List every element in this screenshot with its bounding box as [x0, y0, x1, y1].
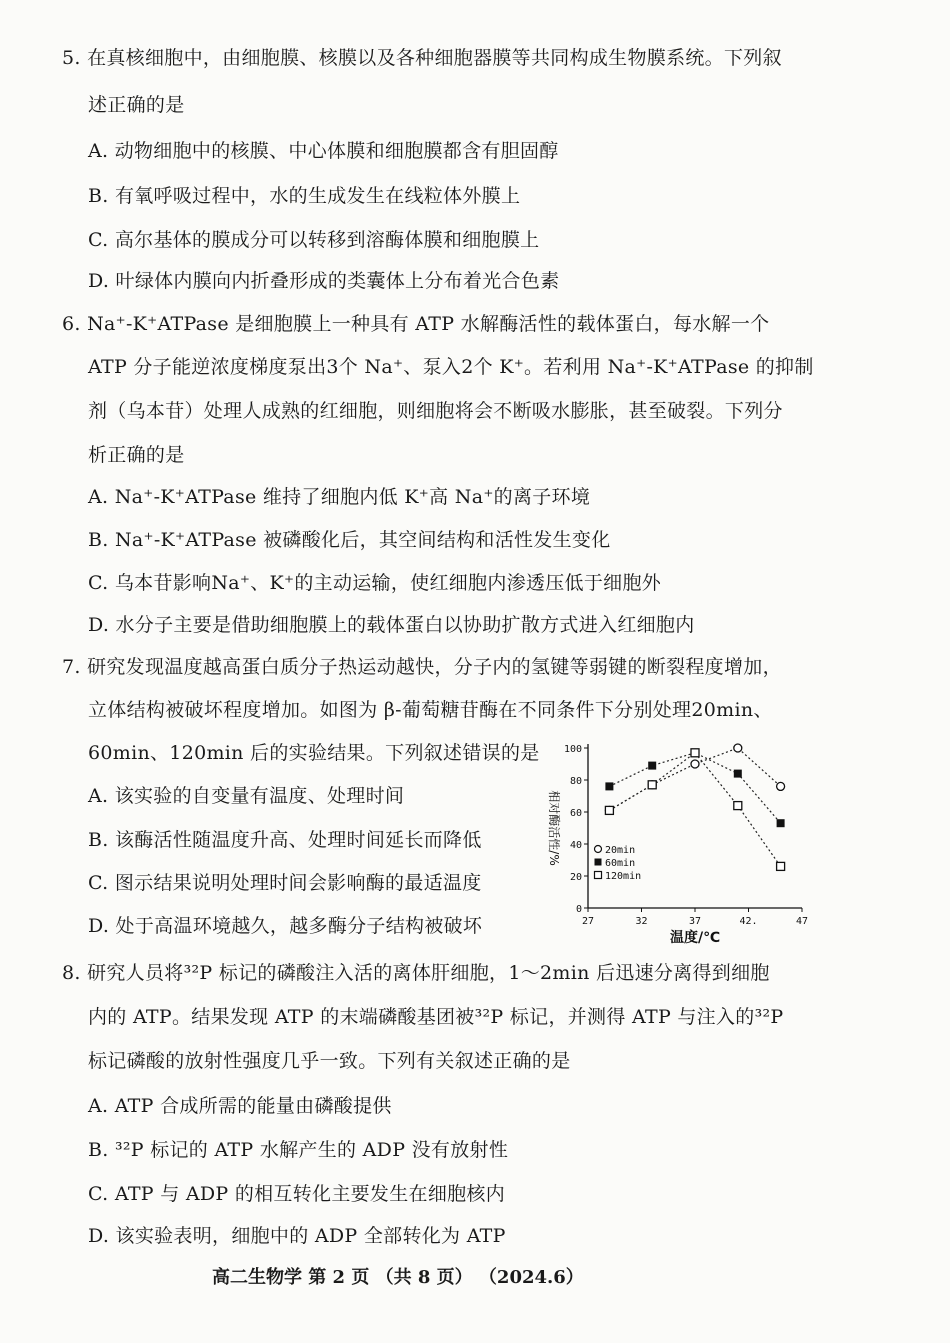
legend-label: 60min — [605, 858, 636, 869]
q8-stem-line-2: 内的 ATP。结果发现 ATP 的末端磷酸基团被³²P 标记，并测得 ATP 与注入的³²P — [88, 1006, 784, 1028]
y-tick-label: 80 — [569, 776, 582, 787]
q7-stem-line-1: 7. 研究发现温度越高蛋白质分子热运动越快，分子内的氢键等弱键的断裂程度增加， — [62, 656, 782, 678]
enzyme-activity-chart — [540, 736, 820, 946]
legend-marker — [595, 846, 602, 853]
data-point-120min — [648, 781, 656, 789]
q6-stem-line-3: 剂（乌本苷）处理人成熟的红细胞，则细胞将会不断吸水膨胀，甚至破裂。下列分 — [88, 400, 783, 422]
q5-stem-line-1: 5. 在真核细胞中，由细胞膜、核膜以及各种细胞器膜等共同构成生物膜系统。下列叙 — [62, 47, 782, 69]
data-point-60min — [777, 819, 785, 827]
q7-stem-line-3: 60min、120min 后的实验结果。下列叙述错误的是 — [88, 742, 540, 764]
legend-label: 20min — [605, 845, 636, 856]
q7-option-c: C. 图示结果说明处理时间会影响酶的最适温度 — [88, 872, 482, 894]
legend-label: 120min — [605, 871, 642, 882]
data-point-120min — [691, 749, 699, 757]
data-point-60min — [734, 770, 742, 778]
y-tick-label: 100 — [563, 744, 582, 755]
page-footer: 高二生物学 第 2 页 （共 8 页） （2024.6） — [212, 1267, 584, 1288]
q5-stem-line-2: 述正确的是 — [88, 94, 185, 116]
q5-option-a: A. 动物细胞中的核膜、中心体膜和细胞膜都含有胆固醇 — [88, 140, 559, 162]
q6-stem-line-1: 6. Na⁺-K⁺ATPase 是细胞膜上一种具有 ATP 水解酶活性的载体蛋白，每水解一个 — [62, 313, 770, 335]
q8-stem-line-1: 8. 研究人员将³²P 标记的磷酸注入活的离体肝细胞，1～2min 后迅速分离得到细胞 — [62, 962, 770, 984]
q7-option-b: B. 该酶活性随温度升高、处理时间延长而降低 — [88, 829, 482, 851]
y-tick-label: 60 — [569, 808, 582, 819]
q8-option-b: B. ³²P 标记的 ATP 水解产生的 ADP 没有放射性 — [88, 1139, 509, 1161]
data-point-60min — [605, 782, 613, 790]
x-tick-label: 32 — [635, 916, 648, 927]
q5-option-c: C. 高尔基体的膜成分可以转移到溶酶体膜和细胞膜上 — [88, 229, 540, 251]
data-point-20min — [734, 744, 742, 752]
chart-svg — [540, 736, 820, 946]
x-tick-label: 27 — [581, 916, 595, 927]
q7-option-d: D. 处于高温环境越久，越多酶分子结构被破坏 — [88, 915, 483, 937]
q6-option-c: C. 乌本苷影响Na⁺、K⁺的主动运输，使红细胞内渗透压低于细胞外 — [88, 572, 662, 594]
data-point-120min — [777, 862, 785, 870]
data-point-60min — [648, 762, 656, 770]
x-tick-label: 37 — [688, 916, 702, 927]
y-axis-label: 相对酶活性/% — [547, 790, 561, 866]
x-axis-label: 温度/℃ — [669, 930, 721, 946]
q7-stem-line-2: 立体结构被破坏程度增加。如图为 β-葡萄糖苷酶在不同条件下分别处理20min、 — [88, 699, 773, 721]
q7-option-a: A. 该实验的自变量有温度、处理时间 — [88, 785, 405, 807]
q8-stem-line-3: 标记磷酸的放射性强度几乎一致。下列有关叙述正确的是 — [88, 1050, 571, 1072]
q6-option-b: B. Na⁺-K⁺ATPase 被磷酸化后，其空间结构和活性发生变化 — [88, 529, 611, 551]
data-point-20min — [691, 760, 699, 768]
legend-marker — [595, 859, 602, 866]
y-tick-label: 40 — [569, 840, 582, 851]
q5-option-b: B. 有氧呼吸过程中，水的生成发生在线粒体外膜上 — [88, 185, 521, 207]
data-point-120min — [605, 806, 613, 814]
q6-option-d: D. 水分子主要是借助细胞膜上的载体蛋白以协助扩散方式进入红细胞内 — [88, 614, 695, 636]
y-tick-label: 20 — [569, 872, 582, 883]
q5-option-d: D. 叶绿体内膜向内折叠形成的类囊体上分布着光合色素 — [88, 270, 560, 292]
x-tick-label: 47 — [795, 916, 809, 927]
q6-stem-line-4: 析正确的是 — [88, 444, 185, 466]
q8-option-a: A. ATP 合成所需的能量由磷酸提供 — [88, 1095, 392, 1117]
q6-stem-line-2: ATP 分子能逆浓度梯度泵出3个 Na⁺、泵入2个 K⁺。若利用 Na⁺-K⁺ATPase 的抑制 — [88, 356, 814, 378]
y-tick-label: 0 — [575, 904, 582, 915]
data-point-120min — [734, 802, 742, 810]
q8-option-d: D. 该实验表明，细胞中的 ADP 全部转化为 ATP — [88, 1225, 506, 1247]
q6-option-a: A. Na⁺-K⁺ATPase 维持了细胞内低 K⁺高 Na⁺的离子环境 — [88, 486, 591, 508]
x-tick-label: 42. — [739, 916, 758, 927]
data-point-20min — [777, 782, 785, 790]
legend-marker — [595, 872, 602, 879]
q8-option-c: C. ATP 与 ADP 的相互转化主要发生在细胞核内 — [88, 1183, 506, 1205]
